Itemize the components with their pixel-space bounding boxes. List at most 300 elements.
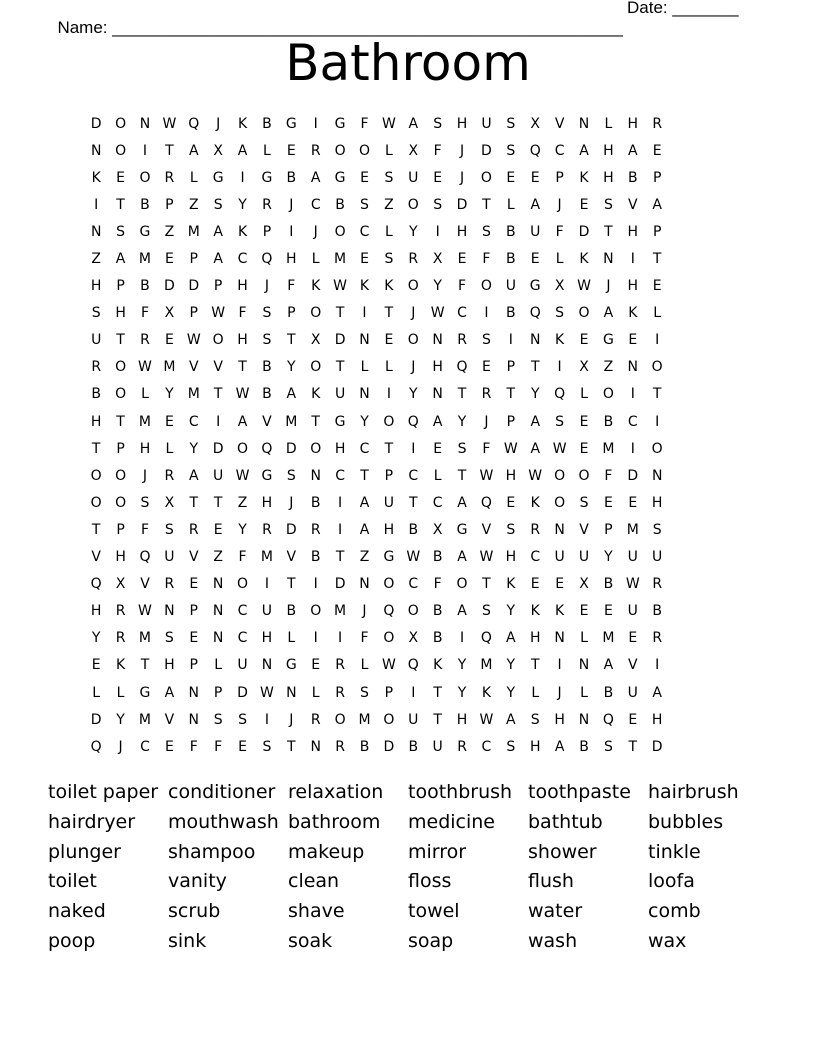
grid-letter: D xyxy=(90,115,102,132)
grid-letter: S xyxy=(116,223,126,240)
grid-letter: N xyxy=(90,142,102,159)
word-list-item: comb xyxy=(648,900,701,923)
grid-letter: Q xyxy=(188,115,200,132)
grid-letter: E xyxy=(579,440,589,457)
grid-letter: C xyxy=(432,494,443,511)
grid-row xyxy=(84,435,669,462)
grid-letter: G xyxy=(261,169,273,186)
grid-letter: X xyxy=(164,494,175,511)
grid-letter: N xyxy=(578,711,590,728)
grid-letter: U xyxy=(408,169,419,186)
grid-letter: W xyxy=(162,115,177,132)
word-list-item: toilet xyxy=(48,870,97,893)
grid-letter: E xyxy=(603,603,613,620)
grid-letter: B xyxy=(506,251,516,268)
grid-letter: T xyxy=(287,738,296,755)
grid-letter: U xyxy=(554,549,565,566)
grid-letter: L xyxy=(433,467,442,484)
grid-row xyxy=(84,544,669,571)
grid-letter: H xyxy=(334,440,346,457)
grid-letter: L xyxy=(263,142,271,159)
grid-letter: D xyxy=(578,223,590,240)
word-list-item: towel xyxy=(408,900,460,923)
grid-letter: H xyxy=(456,711,468,728)
grid-letter: P xyxy=(116,521,125,538)
grid-letter: V xyxy=(213,359,223,376)
grid-letter: M xyxy=(138,413,152,430)
grid-letter: G xyxy=(212,169,224,186)
grid-letter: J xyxy=(362,603,367,620)
grid-letter: V xyxy=(628,657,638,674)
grid-letter: S xyxy=(603,196,613,213)
grid-letter: I xyxy=(557,359,562,376)
grid-letter: D xyxy=(481,142,492,159)
word-list-item: water xyxy=(528,900,583,923)
grid-letter: P xyxy=(189,657,198,674)
grid-letter: V xyxy=(579,521,589,538)
grid-letter: G xyxy=(139,223,151,240)
grid-letter: Z xyxy=(603,359,614,376)
grid-letter: L xyxy=(360,359,369,376)
grid-letter: W xyxy=(479,549,494,566)
grid-letter: C xyxy=(359,223,370,240)
grid-letter: T xyxy=(238,359,247,376)
grid-letter: U xyxy=(213,467,224,484)
grid-letter: R xyxy=(652,630,663,647)
grid-letter: I xyxy=(655,657,660,674)
grid-letter: M xyxy=(602,630,615,647)
grid-letter: A xyxy=(628,142,638,159)
grid-letter: A xyxy=(530,413,541,430)
grid-letter: H xyxy=(90,413,102,430)
grid-letter: T xyxy=(311,413,320,430)
word-list-item: conditioner xyxy=(168,781,276,803)
word-list-item: tinkle xyxy=(648,840,701,863)
grid-letter: J xyxy=(411,305,416,322)
grid-letter: R xyxy=(457,332,467,349)
grid-letter: P xyxy=(116,278,125,295)
grid-letter: W xyxy=(138,359,152,376)
grid-letter: D xyxy=(163,278,175,295)
grid-letter: N xyxy=(212,603,224,620)
grid-letter: H xyxy=(651,494,663,511)
grid-letter: O xyxy=(115,359,127,376)
word-list xyxy=(48,778,768,957)
grid-letter: E xyxy=(603,494,613,511)
grid-letter: E xyxy=(506,169,516,186)
grid-letter: O xyxy=(115,494,127,511)
grid-letter: W xyxy=(430,305,445,322)
grid-letter: A xyxy=(603,657,614,674)
grid-letter: R xyxy=(262,196,272,213)
grid-letter: O xyxy=(578,305,590,322)
grid-letter: M xyxy=(602,440,615,457)
grid-letter: I xyxy=(313,115,318,132)
grid-letter: I xyxy=(313,630,318,647)
grid-letter: W xyxy=(479,467,494,484)
name-line: Name: ______________________________________________________ xyxy=(57,18,623,37)
grid-letter: W xyxy=(186,332,201,349)
grid-letter: U xyxy=(627,549,638,566)
grid-letter: B xyxy=(432,630,443,647)
grid-letter: E xyxy=(286,142,296,159)
grid-letter: A xyxy=(213,251,223,268)
grid-letter: I xyxy=(630,251,635,268)
grid-row xyxy=(84,191,669,218)
grid-letter: T xyxy=(116,413,125,430)
grid-letter: O xyxy=(90,494,102,511)
grid-letter: Y xyxy=(408,386,418,403)
grid-letter: S xyxy=(482,603,491,620)
grid-letter: H xyxy=(90,278,102,295)
grid-letter: F xyxy=(238,549,247,566)
grid-letter: T xyxy=(335,359,345,376)
grid-letter: S xyxy=(360,196,369,213)
grid-letter: O xyxy=(334,223,346,240)
grid-letter: R xyxy=(335,738,345,755)
grid-letter: V xyxy=(286,549,297,566)
grid-letter: E xyxy=(213,521,223,538)
grid-letter: D xyxy=(334,576,346,593)
grid-letter: R xyxy=(115,630,126,647)
grid-letter: P xyxy=(506,359,516,376)
grid-letter: T xyxy=(140,657,150,674)
word-list-item: scrub xyxy=(168,900,221,923)
grid-row xyxy=(84,706,669,733)
grid-row xyxy=(84,489,669,516)
grid-letter: F xyxy=(433,142,442,159)
grid-letter: M xyxy=(138,251,152,268)
grid-letter: S xyxy=(457,440,467,457)
grid-letter: J xyxy=(216,115,221,132)
grid-letter: G xyxy=(334,413,346,430)
grid-letter: W xyxy=(625,576,640,593)
grid-letter: S xyxy=(360,684,369,701)
grid-letter: E xyxy=(360,169,369,186)
grid-letter: A xyxy=(286,386,297,403)
grid-letter: H xyxy=(261,630,273,647)
grid-letter: H xyxy=(505,467,517,484)
grid-row xyxy=(84,300,669,327)
grid-letter: H xyxy=(383,521,395,538)
grid-letter: T xyxy=(189,494,199,511)
grid-letter: I xyxy=(655,413,660,430)
word-list-item: poop xyxy=(48,929,96,952)
grid-letter: Y xyxy=(238,196,247,213)
worksheet-header xyxy=(48,0,748,37)
grid-letter: P xyxy=(287,305,296,322)
grid-letter: L xyxy=(580,684,588,701)
grid-letter: O xyxy=(334,142,346,159)
word-list-item: sink xyxy=(168,929,207,952)
grid-letter: K xyxy=(359,278,370,295)
grid-letter: P xyxy=(652,169,662,186)
grid-letter: T xyxy=(287,332,296,349)
grid-letter: E xyxy=(530,576,540,593)
grid-letter: T xyxy=(482,576,491,593)
grid-letter: T xyxy=(360,467,369,484)
grid-letter: O xyxy=(115,115,127,132)
grid-letter: S xyxy=(579,494,589,511)
grid-letter: F xyxy=(360,115,369,132)
grid-letter: O xyxy=(602,386,614,403)
grid-letter: R xyxy=(310,711,321,728)
grid-letter: J xyxy=(142,467,148,484)
grid-letter: K xyxy=(91,169,101,186)
grid-letter: F xyxy=(604,467,613,484)
grid-letter: O xyxy=(407,196,419,213)
grid-letter: M xyxy=(626,521,639,538)
grid-letter: O xyxy=(383,576,395,593)
grid-letter: W xyxy=(333,278,348,295)
grid-letter: H xyxy=(651,711,663,728)
grid-letter: S xyxy=(555,305,565,322)
grid-letter: J xyxy=(557,684,562,701)
grid-letter: G xyxy=(456,521,468,538)
grid-letter: O xyxy=(383,711,395,728)
grid-letter: Q xyxy=(90,738,102,755)
grid-letter: A xyxy=(457,549,467,566)
grid-letter: S xyxy=(286,467,296,484)
grid-letter: O xyxy=(334,711,346,728)
grid-letter: T xyxy=(652,251,662,268)
grid-letter: N xyxy=(188,684,199,701)
grid-letter: V xyxy=(554,115,565,132)
grid-letter: C xyxy=(237,251,248,268)
grid-letter: A xyxy=(457,603,467,620)
grid-letter: B xyxy=(432,603,443,620)
grid-row xyxy=(84,273,669,300)
grid-letter: S xyxy=(603,738,613,755)
grid-letter: S xyxy=(506,521,516,538)
grid-letter: C xyxy=(408,467,419,484)
grid-letter: I xyxy=(655,332,660,349)
grid-letter: M xyxy=(285,413,298,430)
grid-letter: H xyxy=(603,169,614,186)
grid-row xyxy=(84,652,669,679)
grid-letter: V xyxy=(140,576,150,593)
grid-letter: E xyxy=(628,494,638,511)
grid-letter: P xyxy=(165,196,174,213)
grid-letter: V xyxy=(628,196,638,213)
grid-row xyxy=(84,571,669,598)
grid-letter: H xyxy=(603,142,614,159)
grid-letter: K xyxy=(237,115,248,132)
grid-letter: A xyxy=(579,142,589,159)
grid-letter: Z xyxy=(237,494,248,511)
grid-letter: I xyxy=(240,169,245,186)
grid-letter: L xyxy=(165,440,174,457)
grid-letter: A xyxy=(188,142,199,159)
grid-letter: R xyxy=(188,521,199,538)
grid-letter: Z xyxy=(384,196,394,213)
grid-letter: D xyxy=(456,196,468,213)
grid-letter: X xyxy=(164,305,175,322)
grid-letter: M xyxy=(138,711,152,728)
grid-letter: T xyxy=(116,332,125,349)
grid-letter: M xyxy=(334,251,347,268)
grid-letter: E xyxy=(579,603,589,620)
grid-letter: V xyxy=(188,549,199,566)
grid-letter: O xyxy=(383,413,395,430)
grid-letter: J xyxy=(557,196,562,213)
grid-letter: B xyxy=(310,549,321,566)
grid-letter: D xyxy=(237,684,248,701)
grid-letter: V xyxy=(481,521,492,538)
grid-letter: P xyxy=(213,278,223,295)
grid-letter: O xyxy=(212,332,224,349)
grid-letter: X xyxy=(530,115,541,132)
grid-letter: Y xyxy=(506,603,516,620)
grid-letter: A xyxy=(652,196,662,213)
grid-letter: S xyxy=(652,521,662,538)
grid-letter: B xyxy=(506,223,516,240)
grid-letter: O xyxy=(139,169,151,186)
grid-letter: Y xyxy=(604,549,613,566)
grid-letter: R xyxy=(408,251,419,268)
grid-letter: B xyxy=(262,115,272,132)
grid-letter: R xyxy=(140,332,150,349)
grid-letter: Y xyxy=(91,630,101,647)
grid-letter: I xyxy=(484,305,489,322)
grid-letter: E xyxy=(482,359,491,376)
grid-letter: E xyxy=(628,711,638,728)
grid-letter: N xyxy=(359,576,370,593)
grid-letter: H xyxy=(90,603,102,620)
word-list-item: shampoo xyxy=(168,840,256,863)
grid-letter: O xyxy=(90,467,102,484)
grid-letter: T xyxy=(165,142,174,159)
grid-letter: C xyxy=(481,738,492,755)
grid-letter: L xyxy=(311,251,320,268)
grid-letter: Q xyxy=(602,711,614,728)
grid-row xyxy=(84,137,669,164)
grid-letter: U xyxy=(578,549,590,566)
grid-letter: K xyxy=(579,251,589,268)
grid-letter: X xyxy=(213,142,223,159)
grid-letter: H xyxy=(627,223,639,240)
grid-letter: W xyxy=(235,467,250,484)
grid-letter: P xyxy=(506,413,516,430)
grid-letter: T xyxy=(628,738,638,755)
grid-letter: I xyxy=(264,576,269,593)
grid-letter: Z xyxy=(164,223,175,240)
grid-letter: L xyxy=(653,305,662,322)
grid-letter: A xyxy=(457,494,467,511)
grid-letter: C xyxy=(310,196,321,213)
grid-letter: F xyxy=(189,738,198,755)
grid-letter: N xyxy=(188,711,199,728)
grid-letter: G xyxy=(285,657,297,674)
grid-letter: R xyxy=(335,657,345,674)
grid-letter: E xyxy=(164,413,174,430)
grid-letter: W xyxy=(381,657,396,674)
grid-letter: M xyxy=(187,386,200,403)
grid-letter: H xyxy=(286,251,297,268)
grid-letter: U xyxy=(164,549,175,566)
grid-letter: B xyxy=(310,494,321,511)
grid-letter: S xyxy=(164,630,174,647)
grid-letter: J xyxy=(459,169,465,186)
grid-letter: I xyxy=(313,576,318,593)
grid-letter: N xyxy=(310,467,321,484)
grid-letter: I xyxy=(630,386,635,403)
grid-letter: B xyxy=(140,278,150,295)
grid-letter: J xyxy=(606,278,611,295)
word-list-item: hairbrush xyxy=(648,781,739,803)
grid-letter: C xyxy=(530,549,541,566)
grid-letter: R xyxy=(335,684,345,701)
grid-letter: O xyxy=(310,305,322,322)
grid-letter: I xyxy=(411,684,416,701)
grid-letter: N xyxy=(212,630,224,647)
grid-letter: T xyxy=(91,440,101,457)
word-list-item: soap xyxy=(408,929,454,952)
grid-letter: O xyxy=(407,603,419,620)
grid-letter: Y xyxy=(165,386,174,403)
grid-letter: R xyxy=(310,142,321,159)
grid-letter: L xyxy=(384,359,393,376)
grid-letter: O xyxy=(310,440,322,457)
grid-letter: E xyxy=(384,332,394,349)
grid-letter: E xyxy=(530,169,540,186)
grid-row xyxy=(84,245,669,272)
grid-letter: J xyxy=(264,278,269,295)
grid-letter: O xyxy=(407,332,419,349)
grid-letter: N xyxy=(432,332,443,349)
grid-letter: O xyxy=(480,169,492,186)
grid-letter: S xyxy=(506,115,516,132)
grid-letter: F xyxy=(482,440,491,457)
grid-letter: V xyxy=(188,359,199,376)
grid-letter: I xyxy=(459,630,465,647)
grid-letter: K xyxy=(579,169,589,186)
grid-letter: T xyxy=(530,657,540,674)
grid-letter: R xyxy=(115,603,126,620)
grid-letter: I xyxy=(508,332,513,349)
grid-letter: I xyxy=(435,223,440,240)
grid-letter: D xyxy=(285,440,297,457)
word-list-item: shower xyxy=(528,840,597,863)
grid-letter: R xyxy=(164,576,175,593)
grid-letter: N xyxy=(554,630,565,647)
grid-letter: U xyxy=(383,494,394,511)
grid-letter: U xyxy=(91,332,102,349)
grid-letter: S xyxy=(262,332,272,349)
grid-letter: T xyxy=(457,467,467,484)
grid-letter: X xyxy=(579,359,589,376)
grid-letter: E xyxy=(164,332,174,349)
word-list-item: clean xyxy=(288,870,340,893)
grid-letter: K xyxy=(384,278,394,295)
word-list-item: medicine xyxy=(408,810,495,833)
grid-letter: Q xyxy=(480,494,492,511)
grid-letter: H xyxy=(529,630,541,647)
grid-letter: R xyxy=(457,738,467,755)
grid-letter: I xyxy=(216,413,221,430)
word-list-item: relaxation xyxy=(288,781,384,803)
word-list-item: flush xyxy=(528,870,574,893)
grid-letter: D xyxy=(334,332,346,349)
grid-row xyxy=(84,354,669,381)
grid-letter: I xyxy=(386,386,391,403)
grid-letter: R xyxy=(481,386,492,403)
grid-letter: K xyxy=(555,603,565,620)
grid-letter: B xyxy=(408,521,419,538)
grid-letter: B xyxy=(359,738,370,755)
grid-letter: F xyxy=(360,630,369,647)
grid-letter: Q xyxy=(529,142,541,159)
